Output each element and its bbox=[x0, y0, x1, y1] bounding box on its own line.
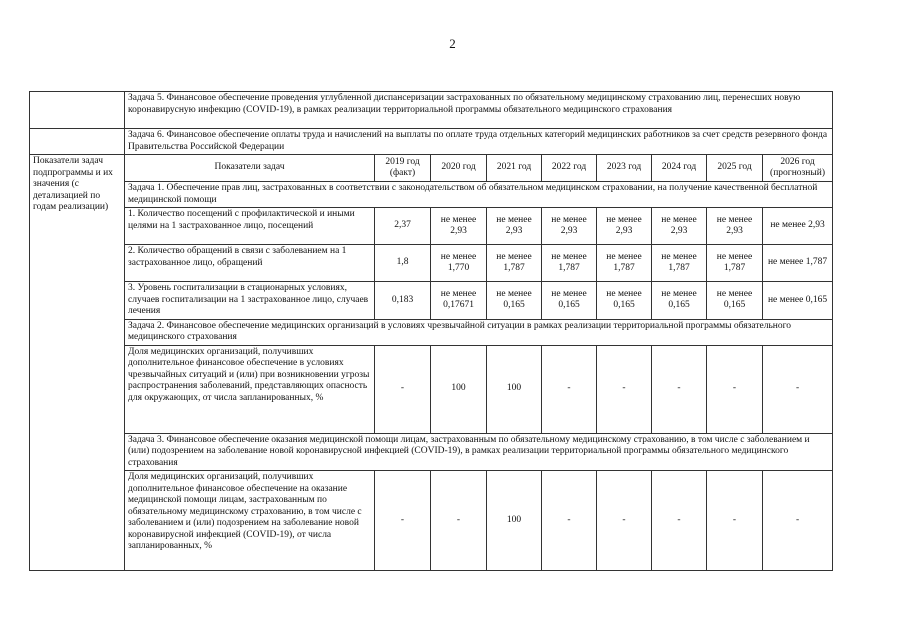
section-title: Задача 2. Финансовое обеспечение медицинских организаций в условиях чрезвычайной ситуации в рамках реализации территориальной программы обязательного медицинского страхования bbox=[125, 319, 833, 345]
section-title: Задача 3. Финансовое обеспечение оказания медицинской помощи лицам, застрахованным по обязательному медицинскому страхованию, в том числе с заболеванием и (или) подозрением на заболевание новой коронавирусной инфекцией (COVID-19), в рамках реализации территориальной программы обязательного медицинского страхования bbox=[125, 433, 833, 471]
table-row bbox=[30, 208, 833, 245]
header-year: 2021 год bbox=[487, 155, 542, 182]
empty-left-cell bbox=[30, 129, 125, 155]
table-row bbox=[30, 319, 833, 345]
indicator-value: не менее 0,17671 bbox=[431, 282, 487, 320]
indicator-value: не менее 1,787 bbox=[597, 245, 652, 282]
indicator-value: не менее 2,93 bbox=[707, 208, 763, 245]
table-row bbox=[30, 129, 833, 155]
indicator-value: 100 bbox=[431, 345, 487, 433]
indicator-value: 0,183 bbox=[375, 282, 431, 320]
indicator-value: не менее 0,165 bbox=[597, 282, 652, 320]
indicator-name: Доля медицинских организаций, получивших дополнительное финансовое обеспечение на оказание медицинской помощи лицам, застрахованным по обязательному медицинскому страхованию, в том числе с заболеванием и (или) подозрением на заболевание новой коронавирусной инфекцией (COVID-19), от числа запланированных, % bbox=[125, 471, 375, 571]
indicator-value: - bbox=[431, 471, 487, 571]
indicator-name: 1. Количество посещений с профилактической и иными целями на 1 застрахованное лицо, посещений bbox=[125, 208, 375, 245]
indicator-name: Доля медицинских организаций, получивших дополнительное финансовое обеспечение в условиях чрезвычайных ситуаций и (или) при возникновении угрозы распространения заболеваний, представляющих опасность для окружающих, от числа запланированных, % bbox=[125, 345, 375, 433]
table-row bbox=[30, 345, 833, 433]
indicator-name: 2. Количество обращений в связи с заболеванием на 1 застрахованное лицо, обращений bbox=[125, 245, 375, 282]
indicator-value: не менее 0,165 bbox=[487, 282, 542, 320]
header-year: 2020 год bbox=[431, 155, 487, 182]
indicator-value: - bbox=[707, 345, 763, 433]
header-indicator: Показатели задач bbox=[125, 155, 375, 182]
indicator-value: не менее 1,787 bbox=[707, 245, 763, 282]
table-row bbox=[30, 245, 833, 282]
indicator-name: 3. Уровень госпитализации в стационарных условиях, случаев госпитализации на 1 застрахованное лицо, случаев лечения bbox=[125, 282, 375, 320]
task-6-cell: Задача 6. Финансовое обеспечение оплаты труда и начислений на выплаты по оплате труда отдельных категорий медицинских работников за счет средств резервного фонда Правительства Российской Федерации bbox=[125, 129, 833, 155]
indicator-value: - bbox=[542, 471, 597, 571]
table-row bbox=[30, 471, 833, 571]
indicator-value: не менее 1,787 bbox=[487, 245, 542, 282]
indicator-value: не менее 0,165 bbox=[763, 282, 833, 320]
table-body bbox=[30, 92, 833, 571]
indicator-value: 2,37 bbox=[375, 208, 431, 245]
header-year: 2019 год (факт) bbox=[375, 155, 431, 182]
table-row bbox=[30, 92, 833, 129]
header-year: 2025 год bbox=[707, 155, 763, 182]
header-row bbox=[30, 155, 833, 182]
indicator-value: - bbox=[375, 345, 431, 433]
indicator-value: 1,8 bbox=[375, 245, 431, 282]
left-label-cell: Показатели задач подпрограммы и их значения (с детализацией по годам реализации) bbox=[30, 155, 125, 571]
indicator-value: - bbox=[542, 345, 597, 433]
indicator-value: - bbox=[763, 471, 833, 571]
indicator-value: не менее 1,787 bbox=[763, 245, 833, 282]
indicator-value: не менее 2,93 bbox=[652, 208, 707, 245]
header-year: 2023 год bbox=[597, 155, 652, 182]
indicator-value: 100 bbox=[487, 471, 542, 571]
task-5-cell: Задача 5. Финансовое обеспечение проведения углубленной диспансеризации застрахованных по обязательному медицинскому страхованию лиц, перенесших новую коронавирусную инфекцию (COVID-19), в рамках реализации территориальной программы обязательного медицинского страхования bbox=[125, 92, 833, 129]
page-number: 2 bbox=[449, 36, 456, 51]
indicators-table bbox=[29, 91, 833, 571]
indicator-value: - bbox=[597, 471, 652, 571]
indicator-value: не менее 0,165 bbox=[652, 282, 707, 320]
table-row bbox=[30, 182, 833, 208]
indicator-value: не менее 0,165 bbox=[542, 282, 597, 320]
header-year: 2026 год (прогнозный) bbox=[763, 155, 833, 182]
indicator-value: - bbox=[763, 345, 833, 433]
table-row bbox=[30, 433, 833, 471]
indicator-value: не менее 1,787 bbox=[652, 245, 707, 282]
table-row bbox=[30, 282, 833, 320]
header-year: 2024 год bbox=[652, 155, 707, 182]
indicator-value: не менее 2,93 bbox=[763, 208, 833, 245]
indicator-value: не менее 1,770 bbox=[431, 245, 487, 282]
indicator-value: не менее 2,93 bbox=[487, 208, 542, 245]
section-title: Задача 1. Обеспечение прав лиц, застрахованных в соответствии с законодательством об обязательном медицинском страховании, на получение качественной бесплатной медицинской помощи bbox=[125, 182, 833, 208]
header-year: 2022 год bbox=[542, 155, 597, 182]
indicator-value: - bbox=[597, 345, 652, 433]
indicator-value: - bbox=[707, 471, 763, 571]
indicator-value: 100 bbox=[487, 345, 542, 433]
indicator-value: не менее 0,165 bbox=[707, 282, 763, 320]
indicator-value: не менее 2,93 bbox=[542, 208, 597, 245]
indicator-value: не менее 2,93 bbox=[431, 208, 487, 245]
indicator-value: не менее 1,787 bbox=[542, 245, 597, 282]
empty-left-cell bbox=[30, 92, 125, 129]
indicator-value: - bbox=[375, 471, 431, 571]
indicator-value: - bbox=[652, 345, 707, 433]
indicator-value: - bbox=[652, 471, 707, 571]
indicator-value: не менее 2,93 bbox=[597, 208, 652, 245]
